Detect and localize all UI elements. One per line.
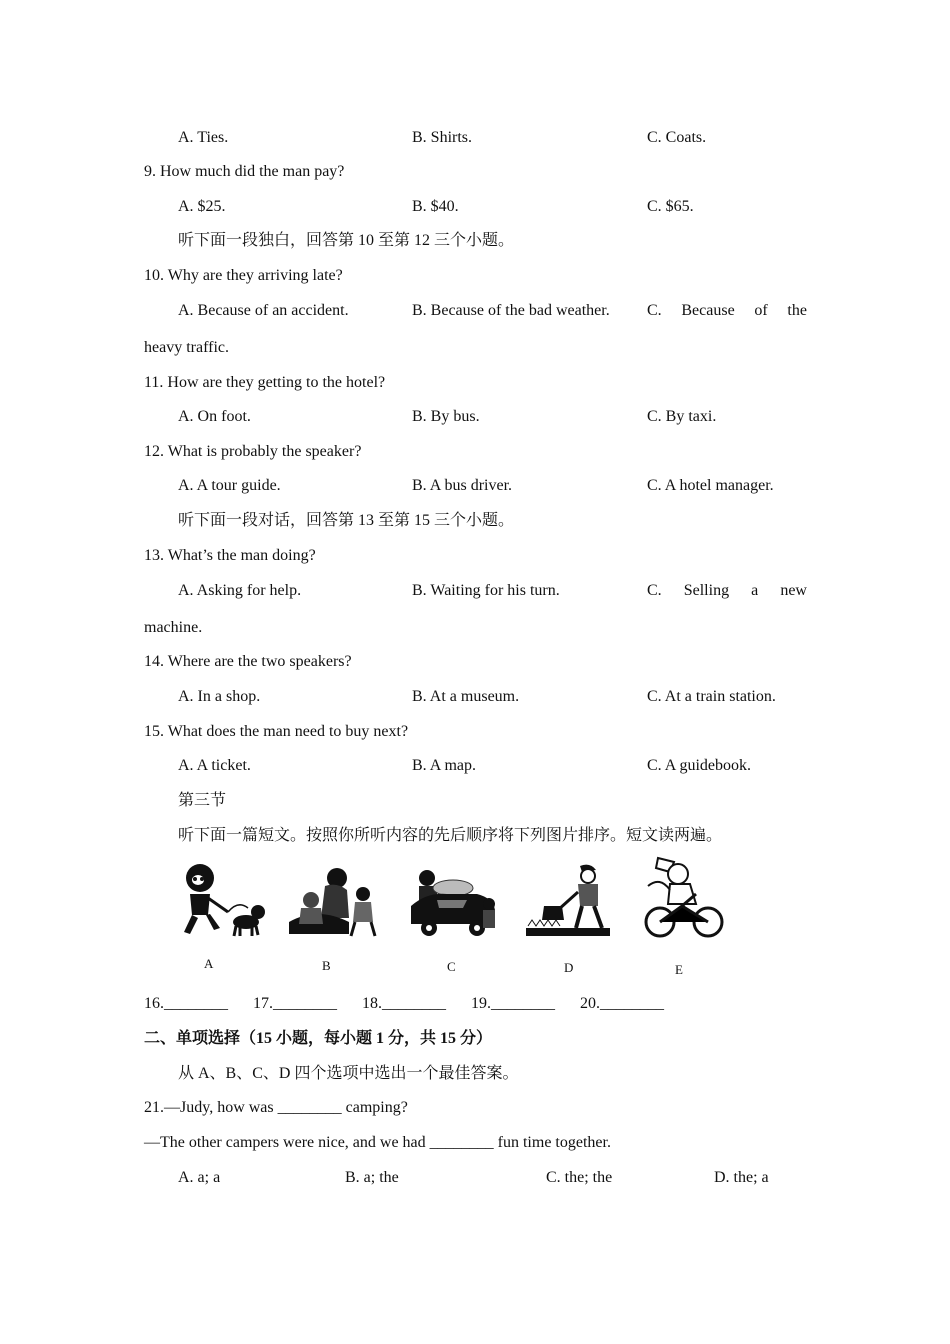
q21-option-a: A. a; a	[178, 1169, 221, 1186]
instruction-13-15: 听下面一段对话，回答第 13 至第 15 三个小题。	[178, 512, 515, 529]
q10-option-b: B. Because of the bad weather.	[412, 302, 610, 319]
q21-option-d: D. the; a	[714, 1169, 769, 1186]
q12-option-a: A. A tour guide.	[178, 477, 281, 494]
q13-option-b: B. Waiting for his turn.	[412, 582, 560, 599]
q8-option-c: C. Coats.	[647, 129, 707, 146]
part2-title: 二、单项选择（15 小题，每小题 1 分，共 15 分）	[144, 1030, 493, 1047]
q10-c-word: of	[754, 302, 768, 319]
q21-line2: —The other campers were nice, and we had ________ fun time together.	[144, 1134, 611, 1151]
q9-option-c: C. $65.	[647, 198, 694, 215]
answer-blank-19[interactable]: 19.________	[471, 995, 555, 1012]
q13-c-word: new	[780, 582, 807, 599]
picture-label-c: C	[447, 959, 456, 974]
picture-d-mowing-lawn	[524, 862, 610, 942]
instruction-16-20: 听下面一篇短文。按照你所听内容的先后顺序将下列图片排序。短文读两遍。	[178, 827, 723, 844]
q11-question: 11. How are they getting to the hotel?	[144, 374, 386, 391]
q9-option-b: B. $40.	[412, 198, 459, 215]
picture-label-a: A	[204, 956, 214, 971]
picture-label-b: B	[322, 958, 331, 973]
q10-c-word: Because	[681, 302, 735, 319]
q13-c-word: a	[751, 582, 759, 599]
q14-option-b: B. At a museum.	[412, 688, 520, 705]
q10-question: 10. Why are they arriving late?	[144, 267, 343, 284]
q10-option-a: A. Because of an accident.	[178, 302, 349, 319]
q21-option-b: B. a; the	[345, 1169, 399, 1186]
answer-blank-18[interactable]: 18.________	[362, 995, 446, 1012]
q13-c-word: C.	[647, 582, 662, 599]
picture-e-riding-bike	[640, 856, 728, 940]
q11-option-a: A. On foot.	[178, 408, 251, 425]
q21-line1: 21.—Judy, how was ________ camping?	[144, 1099, 408, 1116]
q9-option-a: A. $25.	[178, 198, 226, 215]
q13-option-c	[647, 581, 807, 601]
q11-option-c: C. By taxi.	[647, 408, 717, 425]
instruction-10-12: 听下面一段独白，回答第 10 至第 12 三个小题。	[178, 232, 515, 249]
picture-label-d: D	[564, 960, 574, 975]
q10-option-c-cont: heavy traffic.	[144, 339, 229, 356]
answer-blank-20[interactable]: 20.________	[580, 995, 664, 1012]
answer-blank-16[interactable]: 16.________	[144, 995, 228, 1012]
q15-option-b: B. A map.	[412, 757, 477, 774]
picture-b-people-sitting	[287, 866, 379, 942]
q10-option-c	[647, 301, 807, 321]
section-3-heading: 第三节	[178, 792, 227, 809]
part2-instruction: 从 A、B、C、D 四个选项中选出一个最佳答案。	[178, 1065, 519, 1082]
q14-option-a: A. In a shop.	[178, 688, 261, 705]
q13-option-a: A. Asking for help.	[178, 582, 302, 599]
q9-question: 9. How much did the man pay?	[144, 163, 345, 180]
picture-label-e: E	[675, 962, 683, 977]
q8-option-a: A. Ties.	[178, 129, 229, 146]
q14-option-c: C. At a train station.	[647, 688, 776, 705]
q12-option-b: B. A bus driver.	[412, 477, 513, 494]
q11-option-b: B. By bus.	[412, 408, 480, 425]
answer-blank-17[interactable]: 17.________	[253, 995, 337, 1012]
q10-c-word: C.	[647, 302, 662, 319]
q8-option-b: B. Shirts.	[412, 129, 473, 146]
picture-a-boy-walking-dog	[178, 860, 270, 940]
q15-option-a: A. A ticket.	[178, 757, 251, 774]
q21-option-c: C. the; the	[546, 1169, 613, 1186]
picture-c-car-wash	[407, 866, 503, 942]
q12-option-c: C. A hotel manager.	[647, 477, 774, 494]
q10-c-word: the	[787, 302, 807, 319]
q13-c-word: Selling	[683, 582, 730, 599]
q14-question: 14. Where are the two speakers?	[144, 653, 352, 670]
q12-question: 12. What is probably the speaker?	[144, 443, 362, 460]
q15-question: 15. What does the man need to buy next?	[144, 723, 409, 740]
q13-question: 13. What’s the man doing?	[144, 547, 316, 564]
q13-option-c-cont: machine.	[144, 619, 203, 636]
q15-option-c: C. A guidebook.	[647, 757, 752, 774]
